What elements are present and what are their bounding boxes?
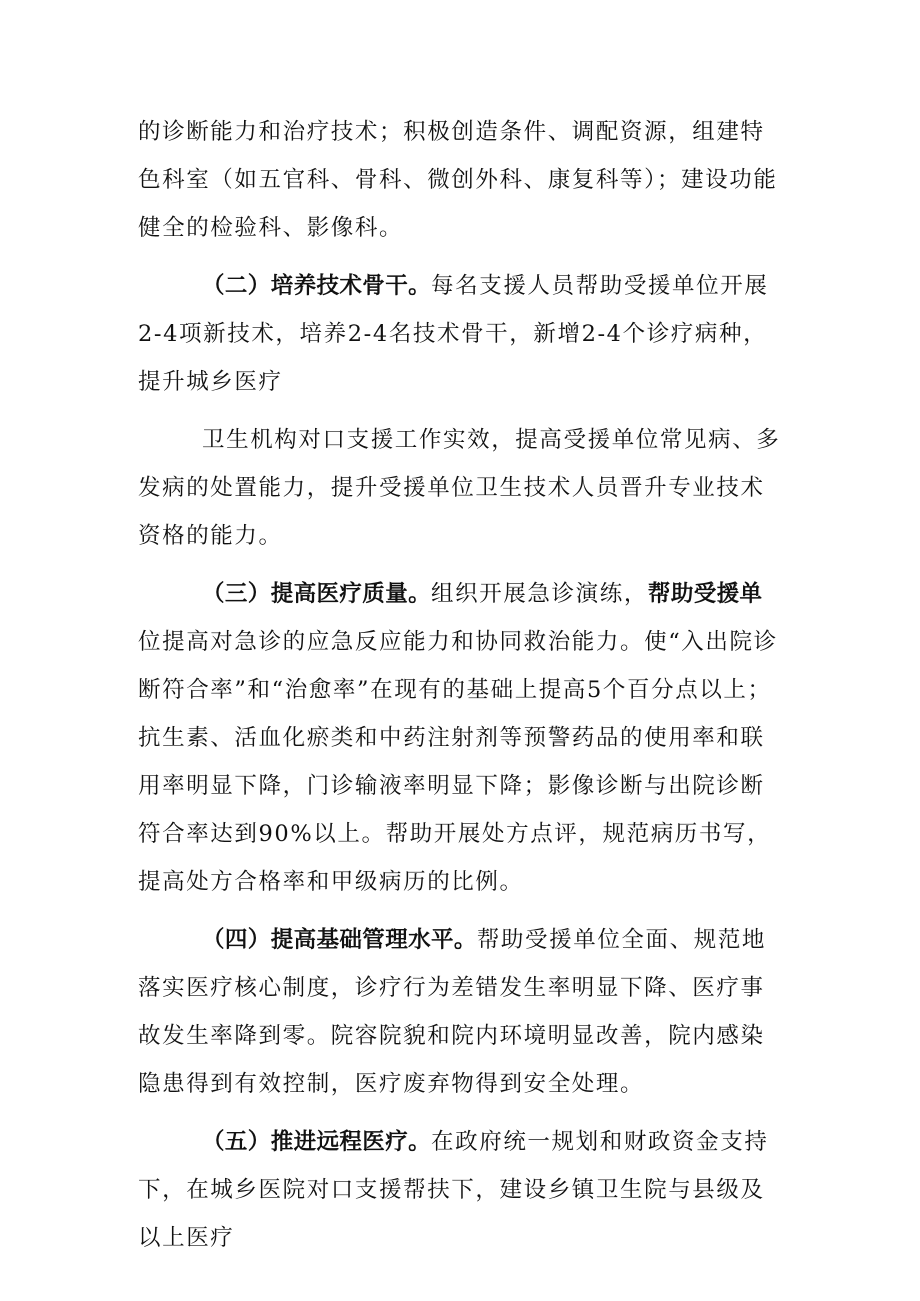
paragraph-text: 在政府统一规划和财政资金支持下，在城乡医院对口支援帮扶下，建设乡镇卫生院与县级及以上医疗	[138, 1129, 769, 1251]
paragraph-diagnosis-capability	[138, 108, 786, 252]
section-heading-3: （三）提高医疗质量。	[202, 581, 432, 607]
section-heading-5: （五）推进远程医疗。	[202, 1129, 432, 1155]
paragraph-text: 组织开展急诊演练，	[431, 581, 648, 607]
paragraph-remote-medicine	[138, 1118, 786, 1262]
section-heading-2: （二）培养技术骨干。	[202, 273, 432, 299]
paragraph-train-technical-backbone	[138, 262, 786, 406]
bold-inline-text: 帮助受援单	[647, 581, 763, 607]
paragraph-text: 卫生机构对口支援工作实效，提高受援单位常见病、多发病的处置能力，提升受援单位卫生技术人员晋升专业技术资格的能力。	[138, 427, 781, 549]
paragraph-text: 位提高对急诊的应急反应能力和协同救治能力。使“入出院诊断符合率”和“治愈率”在现有的基础上提高5个百分点以上；抗生素、活血化瘀类和中药注射剂等预警药品的使用率和联用率明显下降，门诊输液率明显下降；影像诊断与出院诊断符合率达到90%以上。帮助开展处方点评，规范病历书写，提高处方合格率和甲级病历的比例。	[138, 629, 778, 895]
paragraph-text: 的诊断能力和治疗技术；积极创造条件、调配资源，组建特色科室（如五官科、骨科、微创外科、康复科等）；建设功能健全的检验科、影像科。	[138, 119, 778, 241]
paragraph-improve-medical-quality	[138, 570, 786, 906]
paragraph-text: 每名支援人员帮助受援单位开展2-4项新技术，培养2-4名技术骨干，新增2-4个诊疗病种，提升城乡医疗	[138, 273, 769, 395]
paragraph-support-effectiveness	[138, 416, 786, 560]
document-body	[138, 108, 786, 1262]
paragraph-improve-management	[138, 916, 786, 1108]
section-heading-4: （四）提高基础管理水平。	[202, 927, 477, 953]
paragraph-text: 帮助受援单位全面、规范地落实医疗核心制度，诊疗行为差错发生率明显下降、医疗事故发生率降到零。院容院貌和院内环境明显改善，院内感染隐患得到有效控制，医疗废弃物得到安全处理。	[138, 927, 767, 1097]
